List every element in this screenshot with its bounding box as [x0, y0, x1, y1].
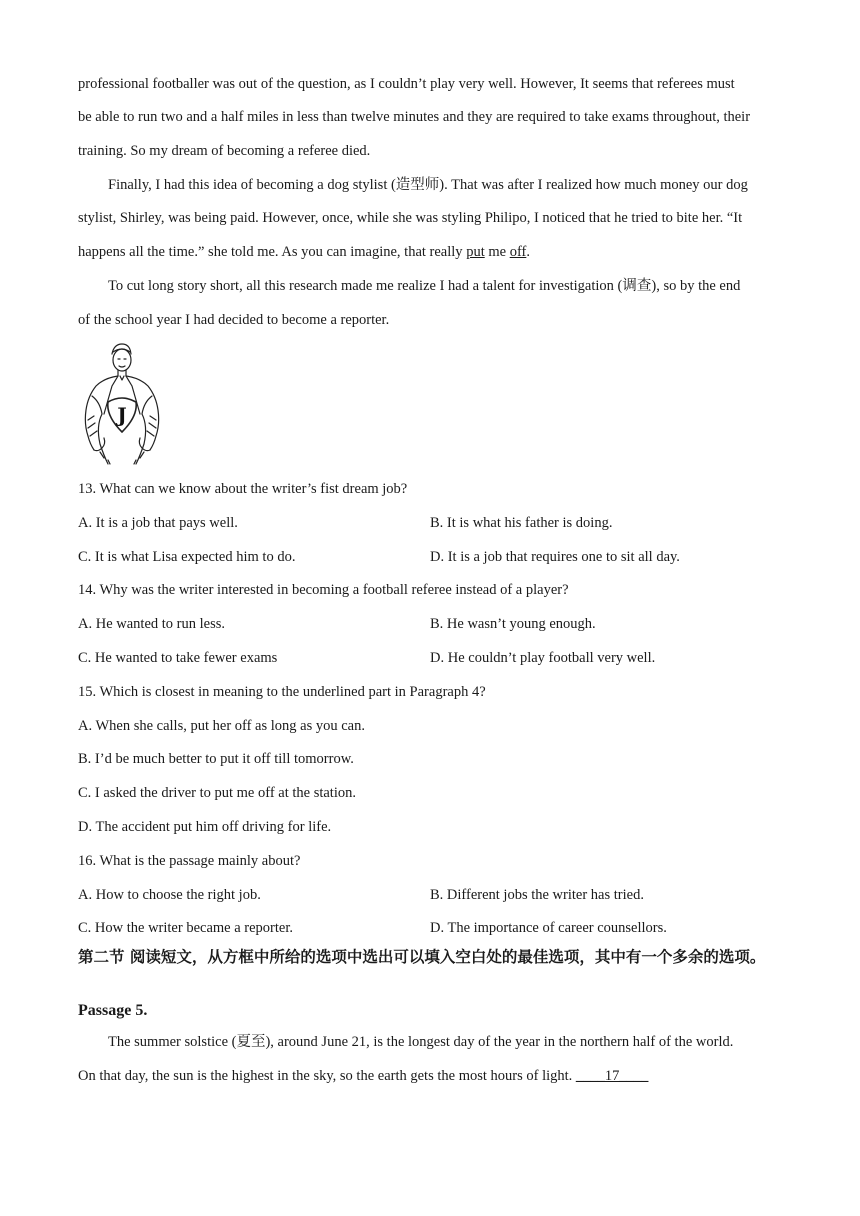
- question-14-stem: 14. Why was the writer interested in becoming a football referee instead of a player?: [78, 582, 569, 598]
- question-15-stem: 15. Which is closest in meaning to the underlined part in Paragraph 4?: [78, 684, 486, 700]
- blank-17: ____17____: [575, 1068, 649, 1084]
- question-14-option-a: A. He wanted to run less.: [78, 616, 225, 632]
- paragraph-4-line-2: stylist, Shirley, was being paid. However, once, while she was styling Philipo, I noticed that he tried to bite her. “It: [78, 210, 743, 226]
- text-segment: On that day, the sun is the highest in the sky, so the earth gets the most hours of light.: [78, 1068, 576, 1084]
- underlined-off: off: [509, 244, 527, 260]
- paragraph-5-line-1: To cut long story short, all this research made me realize I had a talent for investigation (调查), so by the end: [108, 278, 741, 294]
- question-15-option-d: D. The accident put him off driving for life.: [78, 819, 332, 835]
- question-14-option-d: D. He couldn’t play football very well.: [430, 650, 656, 666]
- question-16-option-b: B. Different jobs the writer has tried.: [430, 887, 644, 903]
- paragraph-4-line-3: [78, 242, 530, 262]
- question-15-option-b: B. I’d be much better to put it off till tomorrow.: [78, 751, 354, 767]
- paragraph-4-line-1: Finally, I had this idea of becoming a dog stylist (造型师). That was after I realized how much money our dog: [108, 177, 748, 193]
- underlined-put: put: [466, 244, 485, 260]
- question-13-option-c: C. It is what Lisa expected him to do.: [78, 549, 296, 565]
- text-segment: happens all the time.” she told me. As you can imagine, that really: [78, 244, 467, 260]
- question-13-option-d: D. It is a job that requires one to sit all day.: [430, 549, 680, 565]
- emblem-letter: J: [117, 403, 127, 427]
- passage-5-line-2: [78, 1066, 648, 1086]
- paragraph-3-line-2: be able to run two and a half miles in less than twelve minutes and they are required to take exams throughout, their: [78, 109, 751, 125]
- text-segment: .: [526, 244, 530, 260]
- question-15-option-a: A. When she calls, put her off as long as you can.: [78, 718, 365, 734]
- question-13-option-b: B. It is what his father is doing.: [430, 515, 613, 531]
- question-16-option-a: A. How to choose the right job.: [78, 887, 261, 903]
- question-14-option-b: B. He wasn’t young enough.: [430, 616, 596, 632]
- passage-5-line-1: The summer solstice (夏至), around June 21, is the longest day of the year in the northern half of the world.: [108, 1034, 734, 1050]
- section-2-heading: 第二节 阅读短文，从方框中所给的选项中选出可以填入空白处的最佳选项，其中有一个多余的选项。: [78, 948, 766, 966]
- question-16-option-d: D. The importance of career counsellors.: [430, 920, 667, 936]
- paragraph-3-line-1: professional footballer was out of the question, as I couldn’t play very well. However, It seems that referees must: [78, 76, 735, 92]
- question-13-stem: 13. What can we know about the writer’s fist dream job?: [78, 481, 408, 497]
- paragraph-3-line-3: training. So my dream of becoming a referee died.: [78, 143, 371, 159]
- superhero-reporter-illustration: [78, 340, 166, 468]
- paragraph-5-line-2: of the school year I had decided to become a reporter.: [78, 312, 390, 328]
- question-13-option-a: A. It is a job that pays well.: [78, 515, 238, 531]
- question-16-option-c: C. How the writer became a reporter.: [78, 920, 293, 936]
- text-segment: me: [484, 244, 510, 260]
- question-16-stem: 16. What is the passage mainly about?: [78, 853, 301, 869]
- question-15-option-c: C. I asked the driver to put me off at the station.: [78, 785, 356, 801]
- question-14-option-c: C. He wanted to take fewer exams: [78, 650, 278, 666]
- passage-label: Passage 5.: [78, 1002, 148, 1019]
